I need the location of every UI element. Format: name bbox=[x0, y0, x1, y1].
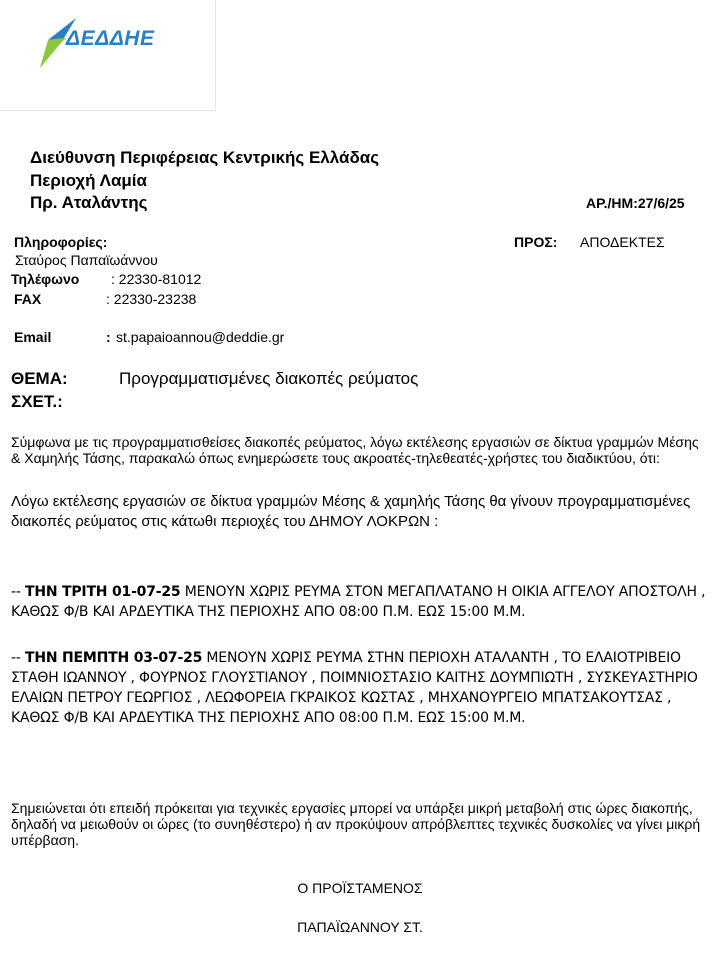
phone-value: : 22330-81012 bbox=[111, 271, 202, 287]
header-office: Πρ. Αταλάντης bbox=[30, 193, 148, 212]
lead-paragraph: Λόγω εκτέλεσης εργασιών σε δίκτυα γραμμών Μέσης & χαμηλής Τάσης θα γίνουν προγραμματισμένες διακοπές ρεύματος στις κάτωθι περιοχές του ΔΗΜΟΥ ΛΟΚΡΩΝ : bbox=[11, 493, 691, 530]
outage-item-1-prefix: -- bbox=[11, 584, 25, 600]
email-value: st.papaioannou@deddie.gr bbox=[116, 329, 285, 345]
info-label: Πληροφορίες: bbox=[14, 234, 108, 250]
signature-name: ΠΑΠΑΪΩΑΝΝΟΥ ΣΤ. bbox=[297, 919, 423, 935]
intro-paragraph: Σύμφωνα με τις προγραμματισθείσες διακοπές ρεύματος, λόγω εκτέλεσης εργασιών σε δίκτυα γραμμών Μέσης & Χαμηλής Τάσης, παρακαλώ όπως ενημερώσετε τους ακροατές-τηλεθεατές-χρήστες του διαδικτύου, ότι: bbox=[11, 434, 699, 466]
outage-item-1 bbox=[11, 582, 711, 622]
recipient-label: ΠΡΟΣ: bbox=[514, 234, 558, 250]
outage-item-2-text: ΜΕΝΟΥΝ ΧΩΡΙΣ ΡΕΥΜΑ ΣΤΗΝ ΠΕΡΙΟΧΗ ΑΤΑΛΑΝΤΗ , ΤΟ ΕΛΑΙΟΤΡΙΒΕΙΟ ΣΤΑΘΗ ΙΩΑΝΝΟΥ , ΦΟΥΡΝΟΣ ΓΛΟΥΣΤΙΑΝΟΥ , ΠΟΙΜΝΙΟΣΤΑΣΙΟ ΚΑΙΤΗΣ ΔΟΥΜΠΙΩΤΗ , ΣΥΣΚΕΥΑΣΤΗΡΙΟ ΕΛΑΙΩΝ ΠΕΤΡΟΥ ΓΕΩΡΓΙΟΣ , ΛΕΩΦΟΡΕΙΑ ΓΚΡΑΙΚΟΣ ΚΩΣΤΑΣ , ΜΗΧΑΝΟΥΡΓΕΙΟ ΜΠΑΤΣΑΚΟΥΤΣΑΣ , ΚΑΘΩΣ Φ/Β ΚΑΙ ΑΡΔΕΥΤΙΚΑ ΤΗΣ ΠΕΡΙΟΧΗΣ ΑΠΟ 08:00 Π.Μ. ΕΩΣ 15:00 Μ.Μ. bbox=[11, 650, 698, 726]
email-label: Email bbox=[14, 329, 52, 345]
outage-item-2 bbox=[11, 648, 711, 728]
reference-number: ΑΡ./ΗΜ:27/6/25 bbox=[586, 195, 685, 211]
header-area: Περιοχή Λαμία bbox=[30, 171, 147, 190]
phone-label: Τηλέφωνο bbox=[11, 271, 80, 287]
fax-label: FAX bbox=[14, 291, 42, 307]
info-name: Σταύρος Παπαϊωάννου bbox=[15, 252, 158, 268]
fax-value: : 22330-23238 bbox=[106, 291, 197, 307]
email-colon: : bbox=[106, 329, 111, 345]
logo-text: ΔΕΔΔΗΕ bbox=[66, 27, 155, 50]
subject-label: ΘΕΜΑ: bbox=[11, 369, 68, 388]
reference-label: ΣΧΕΤ.: bbox=[11, 392, 63, 411]
recipient-value: ΑΠΟΔΕΚΤΕΣ bbox=[580, 234, 665, 250]
outage-item-2-date: ΤΗΝ ΠΕΜΠΤΗ 03-07-25 bbox=[24, 650, 203, 666]
outage-item-1-text: ΜΕΝΟΥΝ ΧΩΡΙΣ ΡΕΥΜΑ ΣΤΟΝ ΜΕΓΑΠΛΑΤΑΝΟ Η ΟΙΚΙΑ ΑΓΓΕΛΟΥ ΑΠΟΣΤΟΛΗ , ΚΑΘΩΣ Φ/Β ΚΑΙ ΑΡΔΕΥΤΙΚΑ ΤΗΣ ΠΕΡΙΟΧΗΣ ΑΠΟ 08:00 Π.Μ. ΕΩΣ 15:00 Μ.Μ. bbox=[11, 584, 706, 620]
signature-title: Ο ΠΡΟΪΣΤΑΜΕΝΟΣ bbox=[297, 880, 423, 896]
subject-value: Προγραμματισμένες διακοπές ρεύματος bbox=[119, 369, 419, 388]
logo-area bbox=[0, 0, 216, 111]
header-directorate: Διεύθυνση Περιφέρειας Κεντρικής Ελλάδας bbox=[30, 148, 380, 167]
outage-item-2-prefix: -- bbox=[11, 650, 25, 666]
outage-item-1-date: ΤΗΝ ΤΡΙΤΗ 01-07-25 bbox=[24, 584, 181, 600]
note-paragraph: Σημειώνεται ότι επειδή πρόκειται για τεχνικές εργασίες μπορεί να υπάρξει μικρή μεταβολή στις ώρες διακοπής, δηλαδή να μειωθούν οι ώρες (το συνηθέστερο) ή αν προκύψουν απρόβλεπτες τεχνικές δυσκολίες να γίνει μικρή υπέρβαση. bbox=[11, 800, 701, 848]
